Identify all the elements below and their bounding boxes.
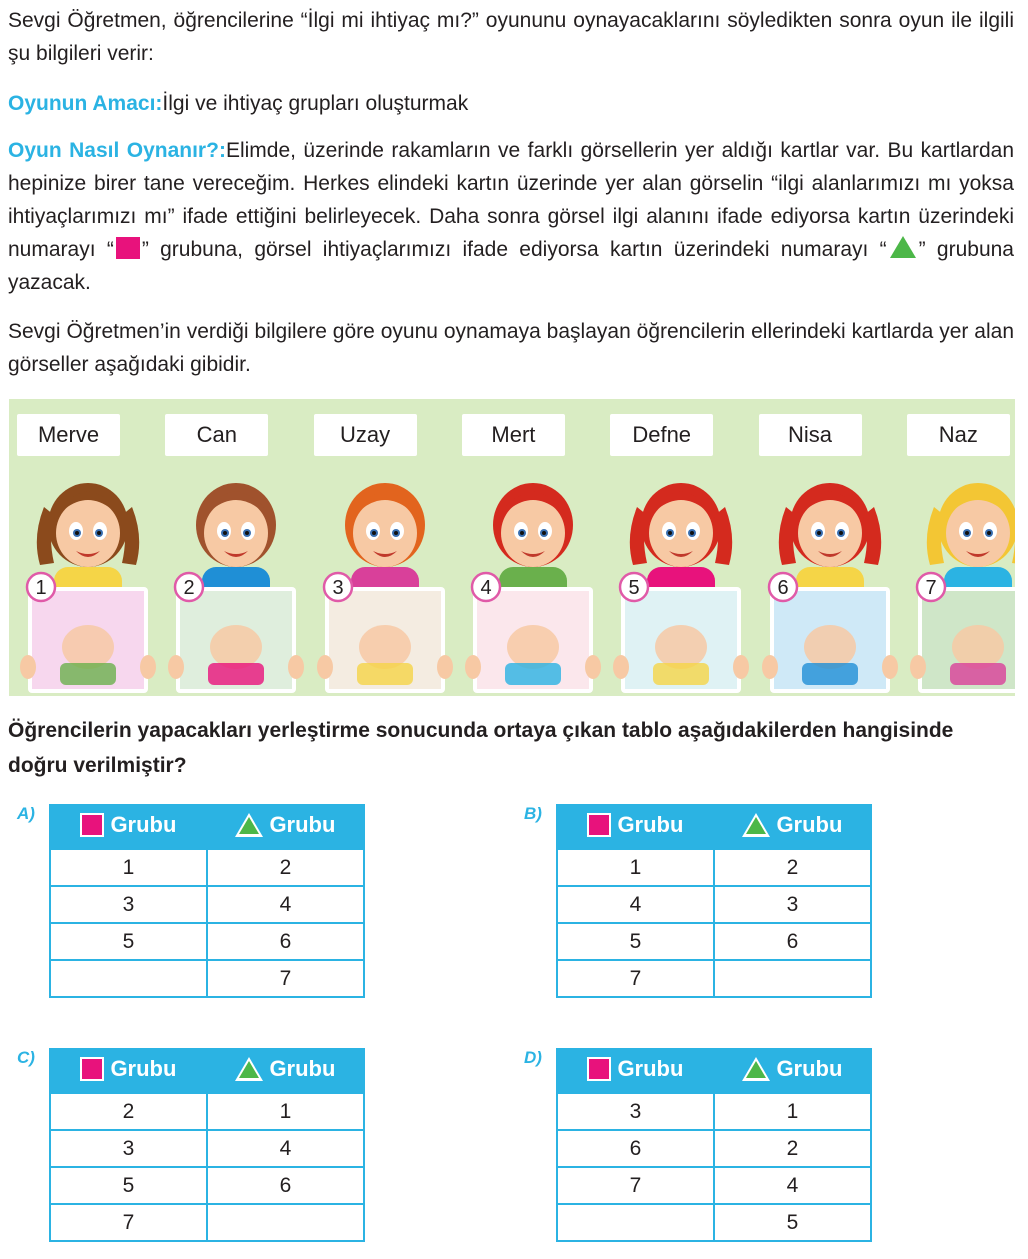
square-group-cell: 3	[50, 886, 207, 923]
game-rules: Oyun Nasıl Oynanır?:Elimde, üzerinde rakamların ve farklı görsellerin yer aldığı kartlar var. Bu kartlardan hepinize birer tane vereceğim. Herkes elindeki kartın üzerinde yer alan görselin “ilgi alanlarımızı mı yoksa ihtiyaçlarımızı mı” ifade ettiğini belirleyecek. Daha sonra görsel ilgi alanını ifade ediyorsa kartın üzerindeki numarayı “ ” grubuna, görsel ihtiyaçlarımızı ifade ediyorsa kartın üzerindeki numarayı “ ” grubuna yazacak.	[8, 139, 1014, 294]
triangle-group-cell: 3	[714, 886, 871, 923]
table-row	[50, 849, 364, 886]
triangle-group-header	[207, 1049, 364, 1093]
square-group-header	[50, 805, 207, 849]
option-d[interactable]	[524, 1048, 872, 1242]
green-triangle-icon	[742, 1057, 770, 1081]
triangle-group-cell: 5	[714, 1204, 871, 1241]
pink-square-icon	[116, 237, 140, 259]
triangle-group-cell: 2	[714, 849, 871, 886]
option-b[interactable]	[524, 804, 872, 998]
square-group-cell	[557, 1204, 714, 1241]
triangle-group-cell: 6	[714, 923, 871, 960]
option-a-letter: A)	[17, 804, 35, 823]
student-figure	[904, 467, 1015, 696]
square-group-cell: 1	[50, 849, 207, 886]
square-group-cell: 5	[557, 923, 714, 960]
option-d-table	[556, 1048, 872, 1242]
student-name-card: Merve	[17, 414, 120, 456]
square-group-cell: 6	[557, 1130, 714, 1167]
option-c-table	[49, 1048, 365, 1242]
square-group-header	[557, 805, 714, 849]
student-name-card: Can	[165, 414, 268, 456]
option-a-table	[49, 804, 365, 998]
triangle-group-cell: 1	[207, 1093, 364, 1130]
student-figure	[459, 467, 607, 696]
triangle-group-label: Grubu	[269, 811, 336, 837]
square-group-label: Grubu	[110, 1055, 177, 1081]
square-group-cell: 4	[557, 886, 714, 923]
table-row	[50, 960, 364, 997]
table-row	[50, 923, 364, 960]
square-group-cell	[50, 960, 207, 997]
square-group-cell: 7	[557, 960, 714, 997]
table-row	[50, 1204, 364, 1241]
game-rules-text-1: Elimde, üzerinde rakamların ve farklı görsellerin yer aldığı kartlar var. Bu kartlardan hepinize birer tane vereceğim. Herkes elindeki kartın üzerinde yer alan görselin “ilgi alanlarımızı mı yoksa ihtiyaçlarımızı mı” ifade ettiğini belirleyecek. Daha sonra görsel ilgi alanını ifade ediyorsa kartın üzerindeki numarayı “	[8, 139, 1014, 261]
table-row	[557, 1167, 871, 1204]
card-number: 6	[776, 577, 789, 599]
pink-square-icon	[587, 1057, 611, 1081]
triangle-group-header	[714, 805, 871, 849]
option-b-letter: B)	[524, 804, 542, 823]
square-group-cell: 2	[50, 1093, 207, 1130]
table-row	[50, 1130, 364, 1167]
table-row	[557, 923, 871, 960]
game-rules-text-3: ” grubuna yazacak.	[8, 238, 1014, 294]
green-triangle-icon	[890, 236, 916, 258]
game-rules-label: Oyun Nasıl Oynanır?	[8, 139, 219, 162]
student-figure	[756, 467, 904, 696]
table-row	[50, 1093, 364, 1130]
square-group-cell: 3	[50, 1130, 207, 1167]
option-c[interactable]	[17, 1048, 365, 1242]
game-goal-text: İlgi ve ihtiyaç grupları oluşturmak	[162, 92, 469, 115]
triangle-group-cell: 1	[714, 1093, 871, 1130]
pink-square-icon	[587, 813, 611, 837]
student-figure	[14, 467, 162, 696]
triangle-group-header	[714, 1049, 871, 1093]
game-rules-text-2: ” grubuna, görsel ihtiyaçlarımızı ifade ediyorsa kartın üzerindeki numarayı “	[141, 238, 887, 261]
card-number: 4	[480, 577, 492, 599]
square-group-label: Grubu	[110, 811, 177, 837]
triangle-group-cell: 4	[207, 1130, 364, 1167]
student-name-card: Defne	[610, 414, 713, 456]
card-number: 3	[332, 577, 344, 599]
students-illustration-panel	[9, 399, 1015, 696]
student-figure	[607, 467, 755, 696]
table-row	[557, 849, 871, 886]
card-number: 7	[925, 577, 937, 599]
table-row	[557, 1204, 871, 1241]
triangle-group-cell: 4	[714, 1167, 871, 1204]
card-number: 5	[628, 577, 640, 599]
table-row	[50, 1167, 364, 1204]
table-row	[557, 1130, 871, 1167]
green-triangle-icon	[742, 813, 770, 837]
table-row	[557, 886, 871, 923]
square-group-label: Grubu	[617, 811, 684, 837]
table-row	[50, 886, 364, 923]
square-group-cell: 5	[50, 923, 207, 960]
square-group-cell: 7	[50, 1204, 207, 1241]
triangle-group-cell: 2	[207, 849, 364, 886]
triangle-group-label: Grubu	[269, 1055, 336, 1081]
pink-square-icon	[80, 813, 104, 837]
triangle-group-cell: 2	[714, 1130, 871, 1167]
student-name-card: Mert	[462, 414, 565, 456]
triangle-group-cell: 6	[207, 923, 364, 960]
triangle-group-cell	[207, 1204, 364, 1241]
option-b-table	[556, 804, 872, 998]
option-d-letter: D)	[524, 1048, 542, 1067]
green-triangle-icon	[235, 1057, 263, 1081]
square-group-header	[557, 1049, 714, 1093]
triangle-group-cell: 6	[207, 1167, 364, 1204]
table-row	[557, 1093, 871, 1130]
square-group-cell: 1	[557, 849, 714, 886]
intro-paragraph: Sevgi Öğretmen, öğrencilerine “İlgi mi ihtiyaç mı?” oyununu oynayacaklarını söyledikten sonra oyun ile ilgili şu bilgileri verir:	[8, 9, 1014, 65]
option-c-letter: C)	[17, 1048, 35, 1067]
student-name-card: Uzay	[314, 414, 417, 456]
student-name-card: Nisa	[759, 414, 862, 456]
square-group-label: Grubu	[617, 1055, 684, 1081]
student-figure	[162, 467, 310, 696]
card-number: 1	[35, 577, 47, 599]
square-group-header	[50, 1049, 207, 1093]
triangle-group-cell: 7	[207, 960, 364, 997]
game-goal: Oyunun Amacı:İlgi ve ihtiyaç grupları oluşturmak	[8, 92, 469, 115]
table-row	[557, 960, 871, 997]
student-figure	[311, 467, 459, 696]
green-triangle-icon	[235, 813, 263, 837]
question-text: Öğrencilerin yapacakları yerleştirme sonucunda ortaya çıkan tablo aşağıdakilerden hangisinde doğru verilmiştir?	[8, 719, 954, 777]
info-paragraph: Sevgi Öğretmen’in verdiği bilgilere göre oyunu oynamaya başlayan öğrencilerin ellerindeki kartlarda yer alan görseller aşağıdaki gibidir.	[8, 320, 1014, 376]
square-group-cell: 3	[557, 1093, 714, 1130]
square-group-cell: 5	[50, 1167, 207, 1204]
triangle-group-label: Grubu	[776, 1055, 843, 1081]
square-group-cell: 7	[557, 1167, 714, 1204]
triangle-group-header	[207, 805, 364, 849]
card-number: 2	[183, 577, 195, 599]
triangle-group-cell	[714, 960, 871, 997]
option-a[interactable]	[17, 804, 365, 998]
triangle-group-cell: 4	[207, 886, 364, 923]
student-name-card: Naz	[907, 414, 1010, 456]
game-goal-label: Oyunun Amacı	[8, 92, 156, 115]
pink-square-icon	[80, 1057, 104, 1081]
triangle-group-label: Grubu	[776, 811, 843, 837]
